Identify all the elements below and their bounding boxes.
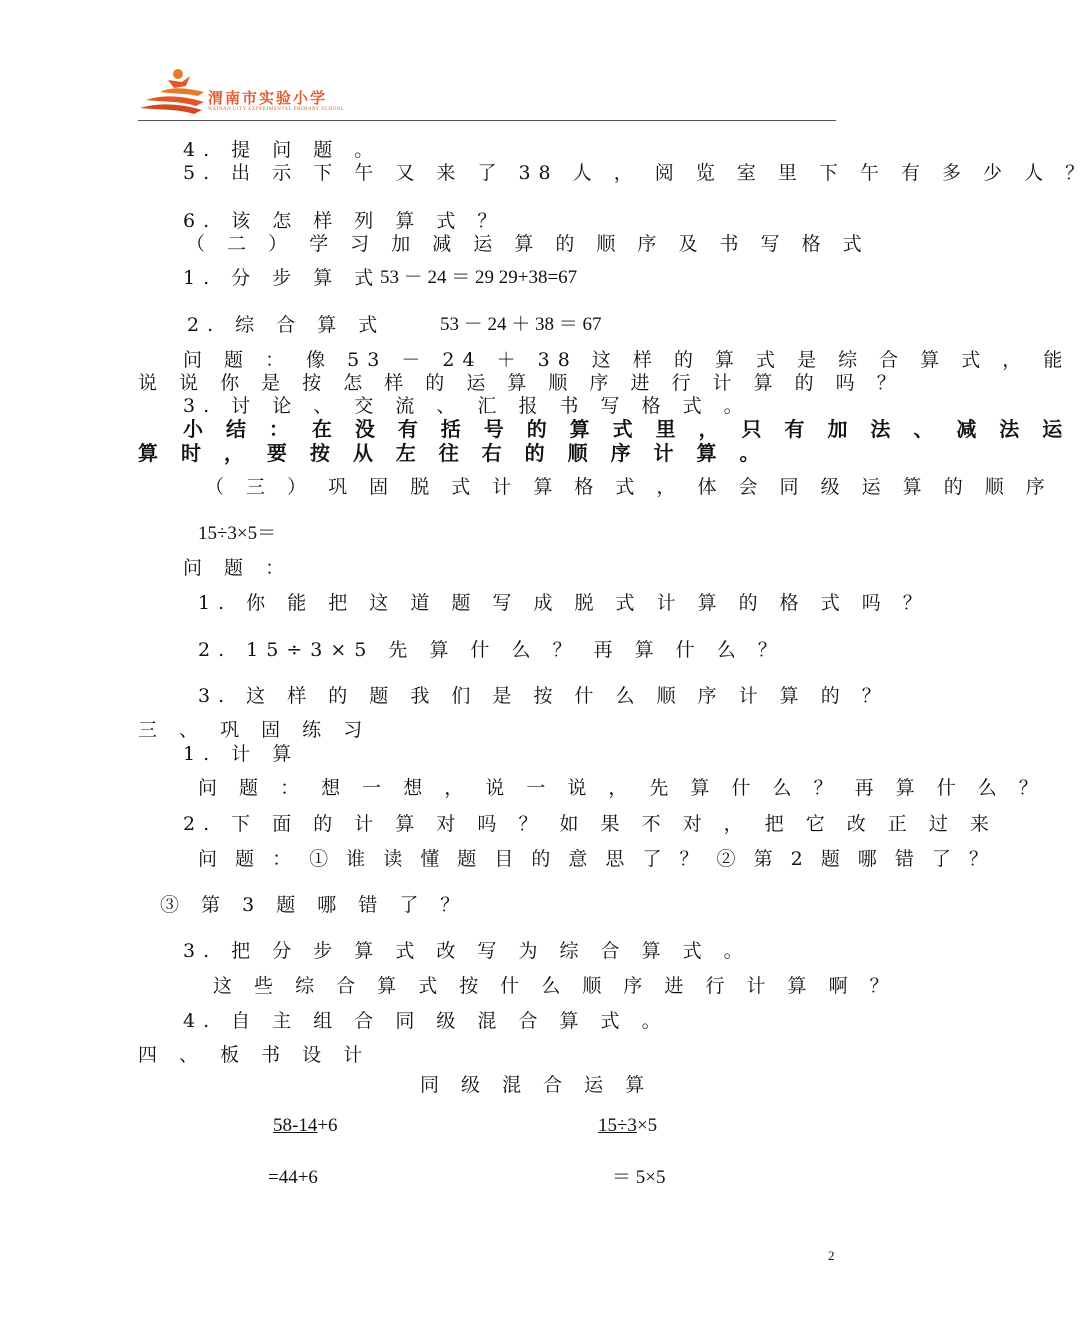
section-heading-2: （ 二 ） 学 习 加 减 运 算 的 顺 序 及 书 写 格 式: [186, 233, 870, 255]
board-right-rest: ×5: [636, 1115, 658, 1136]
question-1: 1. 你 能 把 这 道 题 写 成 脱 式 计 算 的 格 式 吗 ？: [198, 592, 930, 614]
board-left-underlined: 58-14: [273, 1115, 318, 1136]
question-label: 问 题 ：: [183, 557, 293, 579]
combined-formula-label: 2. 综 合 算 式: [187, 314, 386, 336]
board-right-step: ＝ 5×5: [612, 1167, 666, 1188]
question-combined-cont: 说 说 你 是 按 怎 样 的 运 算 顺 序 进 行 计 算 的 吗 ？: [138, 372, 904, 394]
line-discuss: 3. 讨 论 、 交 流 、 汇 报 书 写 格 式 。: [183, 395, 751, 417]
exercise-4: 4. 自 主 组 合 同 级 混 合 算 式 。: [183, 1010, 669, 1032]
board-left-expression: [273, 1113, 338, 1139]
exercise-2: 2. 下 面 的 计 算 对 吗 ？ 如 果 不 对 ， 把 它 改 正 过 来: [183, 813, 997, 835]
question-combined: 问 题 ： 像 53 － 24 ＋ 38 这 样 的 算 式 是 综 合 算 式 ， 能: [183, 349, 1071, 371]
line-how-to-write: 6. 该 怎 样 列 算 式 ？: [183, 210, 505, 232]
board-title: 同 级 混 合 运 算: [420, 1074, 653, 1096]
school-emblem-icon: [138, 66, 206, 116]
summary-line-2: 算 时 ， 要 按 从 左 往 右 的 顺 序 计 算 。: [138, 441, 768, 465]
exercise-1: 1. 计 算: [183, 743, 300, 765]
exercise-3-question: 这 些 综 合 算 式 按 什 么 顺 序 进 行 计 算 啊 ？: [213, 975, 897, 997]
question-2: 2. 15÷3×5 先 算 什 么 ？ 再 算 什 么 ？: [198, 639, 785, 661]
board-left-step: =44+6: [268, 1167, 318, 1188]
exercise-3: 3. 把 分 步 算 式 改 写 为 综 合 算 式 。: [183, 940, 751, 962]
exercise-2-question: 问 题 ： ① 谁 读 懂 题 目 的 意 思 了 ？ ② 第 2 题 哪 错 了 ？: [198, 848, 994, 870]
section-board-design: 四 、 板 书 设 计: [138, 1044, 371, 1066]
school-name-english: WEINAN CITY EXPERIMENTAL PRIMARY SCHOOL: [208, 107, 345, 112]
expression-15-3-5: 15÷3×5＝: [198, 523, 277, 544]
step-formula-label: 1. 分 步 算 式: [183, 267, 382, 289]
step-formula: 53 － 24 ＝ 29 29+38=67: [380, 267, 578, 288]
line-show-problem: 5. 出 示 下 午 又 来 了 38 人 ， 阅 览 室 里 下 午 有 多 少 人 ？: [183, 162, 1092, 184]
school-name: 渭南市实验小学: [208, 89, 328, 107]
board-right-underlined: 15÷3: [598, 1115, 637, 1136]
combined-formula: 53 － 24 ＋ 38 ＝ 67: [440, 314, 602, 335]
page-number: 2: [828, 1248, 835, 1263]
section-heading-3: （ 三 ） 巩 固 脱 式 计 算 格 式 ， 体 会 同 级 运 算 的 顺 序: [205, 476, 1053, 498]
header-rule: [138, 120, 836, 121]
exercise-2-question-3: ③ 第 3 题 哪 错 了 ？: [160, 894, 468, 916]
question-3: 3. 这 样 的 题 我 们 是 按 什 么 顺 序 计 算 的 ？: [198, 685, 889, 707]
school-logo: [138, 66, 345, 116]
exercise-1-question: 问 题 ： 想 一 想 ， 说 一 说 ， 先 算 什 么 ？ 再 算 什 么 ？: [198, 777, 1046, 799]
line-ask-question: 4. 提 问 题 。: [183, 139, 382, 161]
section-consolidate: 三 、 巩 固 练 习: [138, 719, 371, 741]
board-right-expression: [598, 1113, 657, 1139]
summary-line-1: 小 结 ： 在 没 有 括 号 的 算 式 里 ， 只 有 加 法 、 减 法 运: [183, 417, 1071, 441]
board-left-rest: +6: [317, 1115, 338, 1136]
